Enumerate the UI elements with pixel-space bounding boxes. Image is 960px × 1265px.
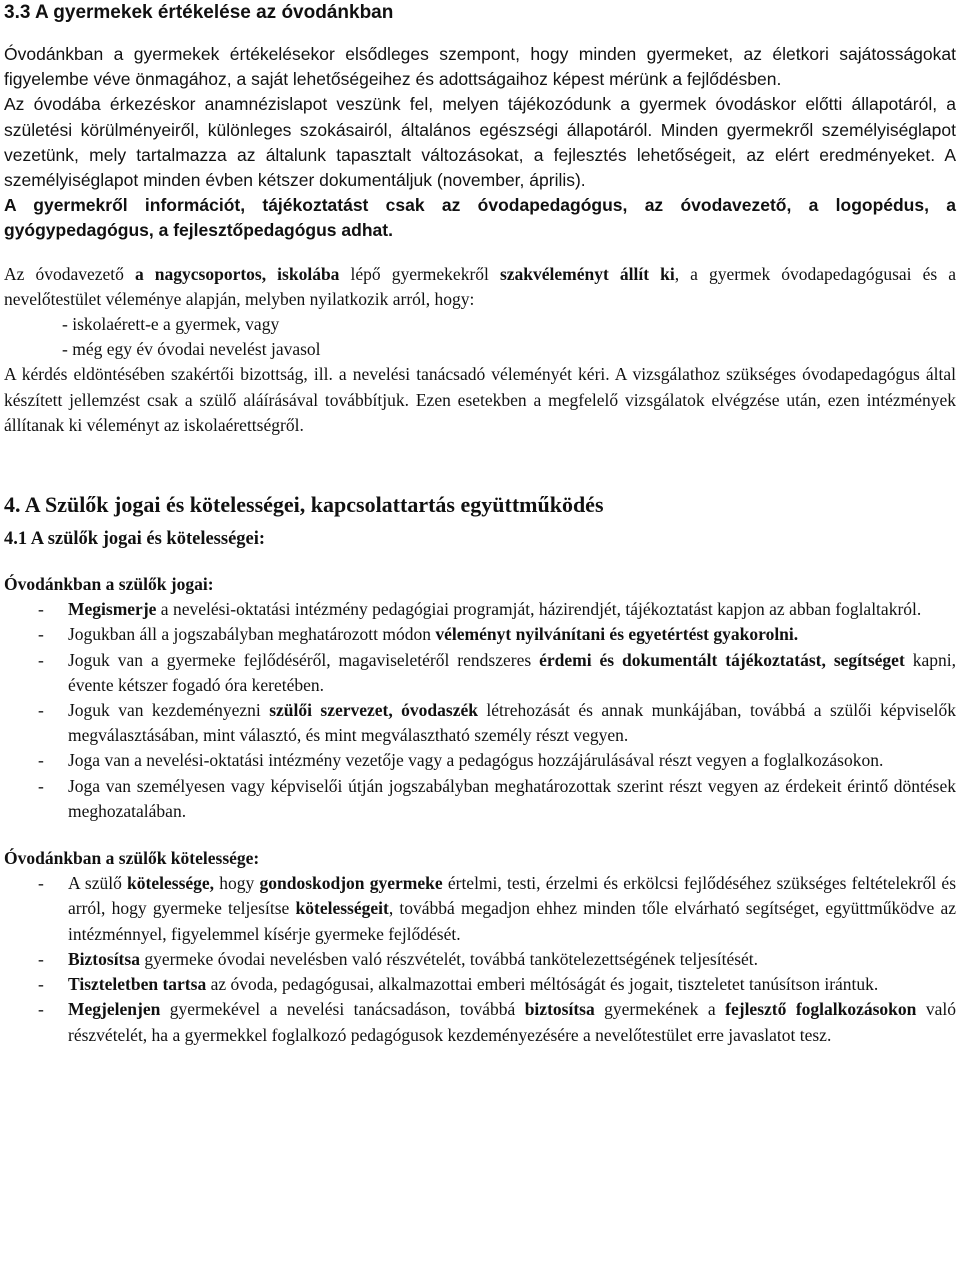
dash-marker: -: [38, 700, 44, 721]
duties-list: [4, 871, 956, 1047]
section-3-3-body: [4, 42, 956, 244]
paragraph-expert-opinion: [4, 262, 956, 312]
duties-heading: Óvodánkban a szülők kötelessége:: [4, 848, 260, 869]
list-item: [4, 597, 956, 622]
dash-marker: -: [38, 750, 44, 771]
section-3-3-school-readiness: [4, 262, 956, 438]
bold-text: Megjelenjen: [68, 999, 161, 1020]
bold-text: a nagycsoportos, iskolába: [134, 263, 340, 284]
dash-marker: -: [38, 624, 44, 645]
rights-heading: Óvodánkban a szülők jogai:: [4, 574, 214, 595]
option-school-ready: - iskolaérett-e a gyermek, vagy: [62, 314, 280, 335]
dash-marker: -: [38, 948, 44, 969]
list-item: [4, 698, 956, 748]
dash-marker: -: [38, 649, 44, 670]
text-run: való részvételét, ha a gyermekkel foglalkozó pedagógusok kezdeményezésére a nevelőtestület erre javaslatot tesz.: [68, 999, 957, 1045]
list-item: [4, 972, 956, 997]
text-run: , továbbá megadjon ehhez minden tőle elvárható segítséget, együttműködve az intézménnyel, figyelemmel kísérje gyermeke fejlődését.: [68, 898, 956, 944]
list-item: [4, 774, 956, 824]
list-item: [4, 648, 956, 698]
dash-marker: -: [38, 599, 44, 620]
dash-marker: -: [38, 999, 44, 1020]
bold-text: Megismerje: [68, 599, 157, 620]
bold-text: kötelességeit: [295, 898, 389, 919]
bold-text: kötelessége,: [127, 873, 215, 894]
text-run: létrehozását és annak munkájában, továbbá a szülői képviselők megválasztásában, mint választó, és mint megválasztható személy részt vegyen.: [68, 700, 957, 746]
text-run: gyermekével a nevelési tanácsadáson, továbbá: [160, 999, 525, 1020]
paragraph-expert-committee: A kérdés eldöntésében szakértői bizottság, ill. a nevelési tanácsadó véleményét kéri. A vizsgálathoz szükséges óvodapedagógus által készített jellemzést csak a szülő aláírásával továbbítjuk. Ezen esetekben a megfelelő vizsgálatok elvégzése után, ezen intézmények állítanak ki véleményt az iskolaérettségről.: [4, 364, 956, 435]
parents-duties-block: [4, 846, 956, 1048]
text-run: gyermekének a: [594, 999, 726, 1020]
text-run: kapni, évente kétszer fogadó óra keretében.: [68, 649, 956, 695]
dash-marker: -: [38, 873, 44, 894]
text-run: gyermeke óvodai nevelésben való részvételét, továbbá tankötelezettségének teljesítését.: [139, 948, 759, 969]
bold-text: véleményt nyilvánítani és egyetértést gyakorolni.: [435, 624, 799, 645]
text-run: Joga van személyesen vagy képviselői útján jogszabályban meghatározottak szerint részt vegyen az érdekeit érintő döntések meghozatalában.: [68, 775, 956, 821]
text-run: Joguk van kezdeményezni: [68, 700, 270, 721]
dash-marker: -: [38, 775, 44, 796]
bold-text: szülői szervezet, óvodaszék: [269, 700, 478, 721]
text-run: Joga van a nevelési-oktatási intézmény vezetője vagy a pedagógus hozzájárulásával részt vegyen a foglalkozásokon.: [68, 750, 884, 771]
bold-text: Tiszteletben tartsa: [68, 974, 207, 995]
section-heading-3-3: 3.3 A gyermekek értékelése az óvodánkban: [4, 2, 394, 23]
bold-text: Biztosítsa: [68, 948, 140, 969]
bold-text: A gyermekről információt, tájékoztatást csak az óvodapedagógus, az óvodavezető, a logopédus, a gyógypedagógus, a fejlesztőpedagógus adhat.: [4, 195, 956, 241]
list-item: [4, 871, 956, 947]
text-run: a nevelési-oktatási intézmény pedagógiai programját, házirendjét, tájékoztatást kapjon az abban foglaltakról.: [156, 599, 922, 620]
list-item: [4, 997, 956, 1047]
text-run: lépő gyermekekről: [339, 263, 500, 284]
text-run: A szülő: [68, 873, 128, 894]
rights-list: [4, 597, 956, 824]
section-heading-4: 4. A Szülők jogai és kötelességei, kapcsolattartás együttműködés: [4, 492, 604, 518]
text-run: értelmi, testi, érzelmi és erkölcsi fejlődéséhez szükséges feltételekről és arról, hogy gyermeke teljesítse: [68, 873, 957, 919]
text-run: hogy: [214, 873, 260, 894]
bold-text: érdemi és dokumentált tájékoztatást, segítséget: [539, 649, 905, 670]
list-item: [4, 622, 956, 647]
parents-rights-block: [4, 572, 956, 824]
paragraph-anamnesis: Az óvodába érkezéskor anamnézislapot veszünk fel, melyen tájékozódunk a gyermek óvodáskor előtti állapotáról, a születési körülményeiről, különleges szokásairól, általános egészségi állapotáról. Minden gyermekről személyiséglapot vezetünk, mely tartalmazza az általunk tapasztalt változásokat, a fejlesztés lehetőségeit, az elért eredményeket. A személyiséglapot minden évben kétszer dokumentáljuk (november, április).: [4, 94, 956, 191]
bold-text: fejlesztő foglalkozásokon: [725, 999, 917, 1020]
text-run: Joguk van a gyermeke fejlődéséről, magaviseletéről rendszeres: [68, 649, 540, 670]
paragraph-information-restriction: [4, 193, 956, 243]
list-item: [4, 947, 956, 972]
section-heading-4-1: 4.1 A szülők jogai és kötelességei:: [4, 529, 266, 550]
text-run: Az óvodavezető: [4, 263, 135, 284]
text-run: az óvoda, pedagógusai, alkalmazottai emberi méltóságát és jogait, tiszteletet tanúsítson irántuk.: [206, 974, 879, 995]
dash-marker: -: [38, 974, 44, 995]
bold-text: gondoskodjon gyermeke: [259, 873, 443, 894]
bold-text: biztosítsa: [524, 999, 595, 1020]
list-item: [4, 748, 956, 773]
text-run: Jogukban áll a jogszabályban meghatározott módon: [68, 624, 436, 645]
option-extra-year: - még egy év óvodai nevelést javasol: [62, 339, 321, 360]
paragraph-evaluation-principle: Óvodánkban a gyermekek értékelésekor elsődleges szempont, hogy minden gyermeket, az életkori sajátosságokat figyelembe véve önmagához, a saját lehetőségeihez és adottságaihoz képest mérünk a fejlődésben.: [4, 44, 956, 90]
bold-text: szakvéleményt állít ki: [499, 263, 675, 284]
text-run: , a gyermek óvodapedagógusai és a nevelőtestület véleménye alapján, melyben nyilatkozik arról, hogy:: [4, 263, 957, 309]
